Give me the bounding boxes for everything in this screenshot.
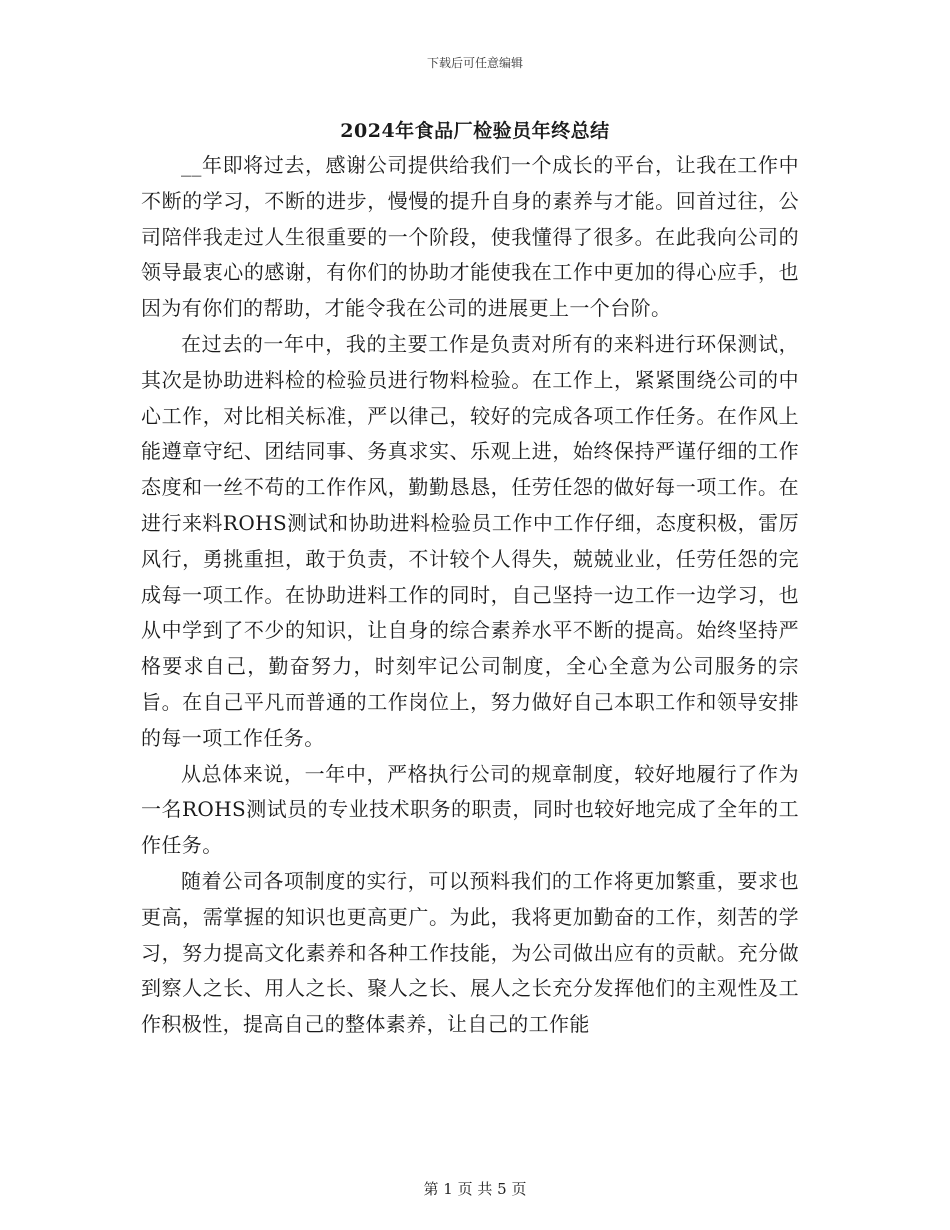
header-note: 下载后可任意编辑 bbox=[426, 56, 523, 70]
paragraph-2: 在过去的一年中，我的主要工作是负责对所有的来料进行环保测试，其次是协助进料检的检验员进行物料检验。在工作上，紧紧围绕公司的中心工作，对比相关标准，严以律己，较好的完成各项工作任务。在作风上能遵章守纪、团结同事、务真求实、乐观上进，始终保持严谨仔细的工作态度和一丝不苟的工作作风，勤勤恳恳，任劳任怨的做好每一项工作。在进行来料ROHS测试和协助进料检验员工作中工作仔细，态度积极，雷厉风行，勇挑重担，敢于负责，不计较个人得失，兢兢业业，任劳任怨的完成每一项工作。在协助进料工作的同时，自己坚持一边工作一边学习，也从中学到了不少的知识，让自身的综合素养水平不断的提高。始终坚持严格要求自己，勤奋努力，时刻牢记公司制度，全心全意为公司服务的宗旨。在自己平凡而普通的工作岗位上，努力做好自己本职工作和领导安排的每一项工作任务。 bbox=[141, 331, 799, 750]
document-body bbox=[141, 148, 799, 1043]
document-title: 2024年食品厂检验员年终总结 bbox=[340, 120, 610, 142]
paragraph-4: 随着公司各项制度的实行，可以预料我们的工作将更加繁重，要求也更高，需掌握的知识也更高更广。为此，我将更加勤奋的工作，刻苦的学习，努力提高文化素养和各种工作技能，为公司做出应有的贡献。充分做到察人之长、用人之长、聚人之长、展人之长充分发挥他们的主观性及工作积极性，提高自己的整体素养，让自己的工作能 bbox=[141, 868, 799, 1037]
paragraph-1: __年即将过去，感谢公司提供给我们一个成长的平台，让我在工作中不断的学习，不断的进步，慢慢的提升自身的素养与才能。回首过往，公司陪伴我走过人生很重要的一个阶段，使我懂得了很多。在此我向公司的领导最衷心的感谢，有你们的协助才能使我在工作中更加的得心应手，也因为有你们的帮助，才能令我在公司的进展更上一个台阶。 bbox=[141, 153, 799, 321]
paragraph-3: 从总体来说，一年中，严格执行公司的规章制度，较好地履行了作为一名ROHS测试员的专业技术职务的职责，同时也较好地完成了全年的工作任务。 bbox=[141, 761, 799, 858]
page-number: 第 1 页 共 5 页 bbox=[423, 1180, 527, 1198]
